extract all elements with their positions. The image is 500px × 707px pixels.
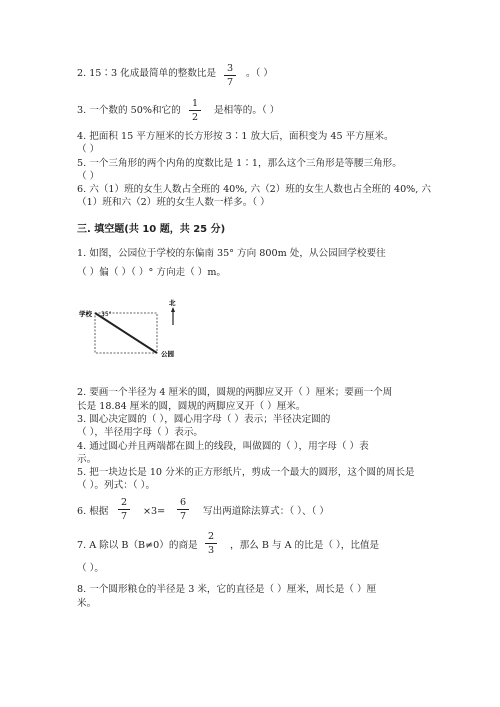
fill-7-line2[interactable]: （ ）。 [77, 563, 105, 574]
fill-1-line2[interactable]: （ ）偏（ ）（ ）° 方向走（ ）m。 [77, 267, 227, 278]
fill-8-line2: 米。 [77, 598, 97, 609]
north-label: 北 [169, 299, 176, 307]
fill-7: 7. A 除以 B（B≠0）的商是 [77, 540, 198, 551]
fill-6-prefix: 6. 根据 [77, 506, 109, 517]
f6-denominator-2: 7 [179, 511, 187, 522]
fill-3: 3. 圆心决定圆的（ ），圆心用字母（ ）表示；半径决定圆的 [77, 414, 331, 425]
fill-5-line2[interactable]: （ ）。列式：（ ）。 [77, 480, 156, 491]
f6-numerator-2: 6 [179, 497, 187, 508]
f6-fraction-1 [117, 497, 131, 522]
fill-4: 4. 通过圆心并且两端都在圆上的线段，叫做圆的（ ），用字母（ ）表 [77, 441, 369, 452]
direction-figure [74, 298, 184, 358]
f7-fraction [204, 531, 218, 556]
school-label: 学校 [79, 310, 92, 318]
f6-numerator-1: 2 [120, 497, 128, 508]
question-2 [77, 67, 216, 80]
arrow-head-icon [171, 307, 175, 312]
route-line [95, 313, 157, 353]
fill-5: 5. 把一块边长是 10 分米的正方形纸片，剪成一个最大的圆形，这个圆的周长是 [77, 467, 415, 478]
fill-2: 2. 要画一个半径为 4 厘米的圆，圆规的两脚应叉开（ ）厘米；要画一个周 [77, 387, 393, 398]
fill-4-line2: 示。 [77, 454, 97, 465]
q5-answer[interactable]: （ ） [77, 171, 100, 182]
fill-3-line2[interactable]: （ ），半径用字母（ ）表示。 [77, 427, 204, 438]
fraction-bar [224, 75, 236, 76]
q2-text: 2. 15∶3 化成最简单的整数比是 [77, 68, 217, 79]
question-5: 5. 一个三角形的两个内角的度数比是 1∶1，那么这个三角形是等腰三角形。 [77, 158, 402, 169]
q4-answer[interactable]: （ ） [77, 144, 100, 155]
q3-numerator: 1 [191, 98, 199, 109]
fraction-bar [189, 110, 201, 111]
q2-numerator: 3 [226, 63, 234, 74]
q3-denominator: 2 [191, 112, 199, 123]
q6-line2[interactable]: （1）班和六（2）班的女生人数一样多。（ ） [77, 197, 270, 208]
q2-answer[interactable]: 。（ ） [246, 68, 274, 79]
q3-fraction [188, 98, 202, 123]
section-title: 三. 填空题(共 10 题，共 25 分) [77, 224, 226, 235]
angle-label: 35° [101, 311, 112, 318]
fill-1: 1. 如图，公园位于学校的东偏南 35° 方向 800m 处，从公园回学校要往 [77, 248, 386, 259]
f6-answer[interactable]: 写出两道除法算式：（ ）、（ ） [203, 506, 330, 517]
park-label: 公园 [161, 350, 174, 358]
f7-answer[interactable]: ，那么 B 与 A 的比是（ ），比值是 [230, 540, 380, 551]
f7-numerator: 2 [207, 531, 215, 542]
f7-denominator: 3 [207, 545, 215, 556]
question-4: 4. 把面积 15 平方厘米的长方形按 3∶1 放大后，面积变为 45 平方厘米。 [77, 131, 394, 142]
fill-2-line2[interactable]: 长是 18.84 厘米的圆，圆规的两脚应叉开（ ）厘米。 [77, 401, 306, 412]
fraction-bar [118, 509, 130, 510]
q2-denominator: 7 [226, 77, 234, 88]
q2-fraction [223, 63, 237, 88]
f6-times: ×3= [143, 506, 166, 517]
fraction-bar [205, 543, 217, 544]
f6-denominator-1: 7 [120, 511, 128, 522]
question-6: 6. 六（1）班的女生人数占全班的 40%, 六（2）班的女生人数也占全班的 40%, 六 [77, 184, 431, 195]
question-3: 3. 一个数的 50%和它的 [77, 105, 181, 116]
fraction-bar [177, 509, 189, 510]
fill-8: 8. 一个圆形粮仓的半径是 3 米，它的直径是（ ）厘米，周长是（ ）厘 [77, 584, 377, 595]
q3-answer[interactable]: 是相等的。（ ） [214, 105, 280, 116]
f6-fraction-2 [176, 497, 190, 522]
